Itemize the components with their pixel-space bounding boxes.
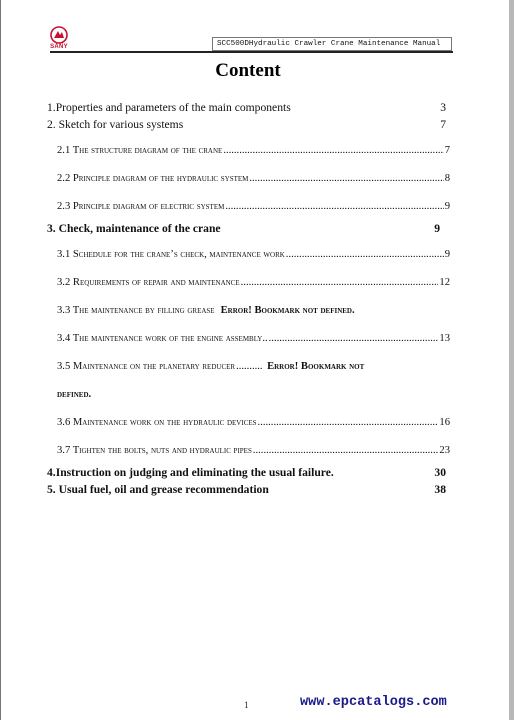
toc-leader (225, 201, 443, 212)
toc-entry-label: 2.1 The structure diagram of the crane (57, 145, 223, 156)
toc-leader (241, 277, 439, 288)
toc-entry-label: 2. Sketch for various systems (47, 118, 184, 131)
toc-entry-label: 5. Usual fuel, oil and grease recommendation (47, 483, 269, 496)
toc-entry-label: 3.4 The maintenance work of the engine assembly.. (57, 333, 268, 344)
sany-logo-icon (50, 26, 68, 44)
toc-entry-3-6[interactable] (57, 417, 450, 428)
toc-entry-3[interactable] (47, 222, 440, 235)
watermark-url[interactable]: www.epcatalogs.com (300, 695, 447, 710)
toc-entry-page: 38 (434, 483, 446, 496)
toc-entry-page: 23 (439, 445, 450, 456)
sany-logo (48, 26, 70, 54)
toc-entry-3-4[interactable] (57, 333, 450, 344)
toc-entry-page: 12 (439, 277, 450, 288)
toc-leader (269, 333, 439, 344)
toc-entry-page: 9 (444, 201, 450, 212)
toc-entry-3-5[interactable] (57, 361, 450, 372)
toc-entry-page: 13 (439, 333, 450, 344)
toc-entry-2-2[interactable] (57, 173, 450, 184)
toc-leader (223, 145, 443, 156)
toc-entry-page: 9 (434, 222, 440, 235)
toc-entry-4[interactable] (47, 466, 446, 479)
toc-entry-page: 7 (444, 145, 450, 156)
toc-entry-page: 9 (444, 249, 450, 260)
toc-entry-page: 7 (440, 118, 446, 131)
header-divider (50, 51, 453, 53)
toc-entry-3-5-continued (57, 389, 257, 400)
page-number: 1 (244, 700, 249, 710)
toc-error-text: defined. (57, 389, 92, 400)
toc-leader (258, 417, 439, 428)
toc-entry-label: 3.2 Requirements of repair and maintenance (57, 277, 240, 288)
page-edge-left (0, 0, 1, 720)
toc-entry-3-2[interactable] (57, 277, 450, 288)
toc-entry-2-3[interactable] (57, 201, 450, 212)
toc-entry-label: 4.Instruction on judging and eliminating the usual failure. (47, 466, 334, 479)
toc-entry-1[interactable] (47, 101, 446, 114)
toc-entry-label: 3.3 The maintenance by filling grease (57, 305, 215, 316)
toc-leader (286, 249, 444, 260)
toc-entry-label: 3.7 Tighten the bolts, nuts and hydraulic pipes (57, 445, 252, 456)
toc-leader (236, 361, 262, 372)
toc-error-text: Error! Bookmark not defined. (220, 305, 355, 316)
toc-entry-label: 3.5 Maintenance on the planetary reducer (57, 361, 236, 372)
toc-entry-3-3[interactable] (57, 305, 450, 316)
toc-leader (249, 173, 443, 184)
toc-leader (253, 445, 439, 456)
manual-title-header: SCC500DHydraulic Crawler Crane Maintenance Manual (212, 37, 452, 51)
toc-entry-3-1[interactable] (57, 249, 450, 260)
toc-entry-page: 30 (434, 466, 446, 479)
toc-entry-3-7[interactable] (57, 445, 450, 456)
toc-entry-label: 1.Properties and parameters of the main components (47, 101, 291, 114)
toc-entry-page: 3 (440, 101, 446, 114)
toc-entry-2-1[interactable] (57, 145, 450, 156)
page-title: Content (215, 60, 281, 81)
toc-entry-2[interactable] (47, 118, 446, 131)
sany-logo-text: SANY (50, 44, 68, 50)
toc-entry-label: 2.2 Principle diagram of the hydraulic system (57, 173, 249, 184)
toc-entry-label: 3. Check, maintenance of the crane (47, 222, 221, 235)
toc-entry-label: 3.6 Maintenance work on the hydraulic devices (57, 417, 257, 428)
page-edge-right (509, 0, 514, 720)
toc-error-text: Error! Bookmark not (267, 361, 365, 372)
toc-entry-label: 3.1 Schedule for the crane’s check, maintenance work (57, 249, 285, 260)
toc-entry-5[interactable] (47, 483, 446, 496)
toc-entry-label: 2.3 Principle diagram of electric system (57, 201, 225, 212)
toc-entry-page: 8 (444, 173, 450, 184)
toc-entry-page: 16 (439, 417, 450, 428)
